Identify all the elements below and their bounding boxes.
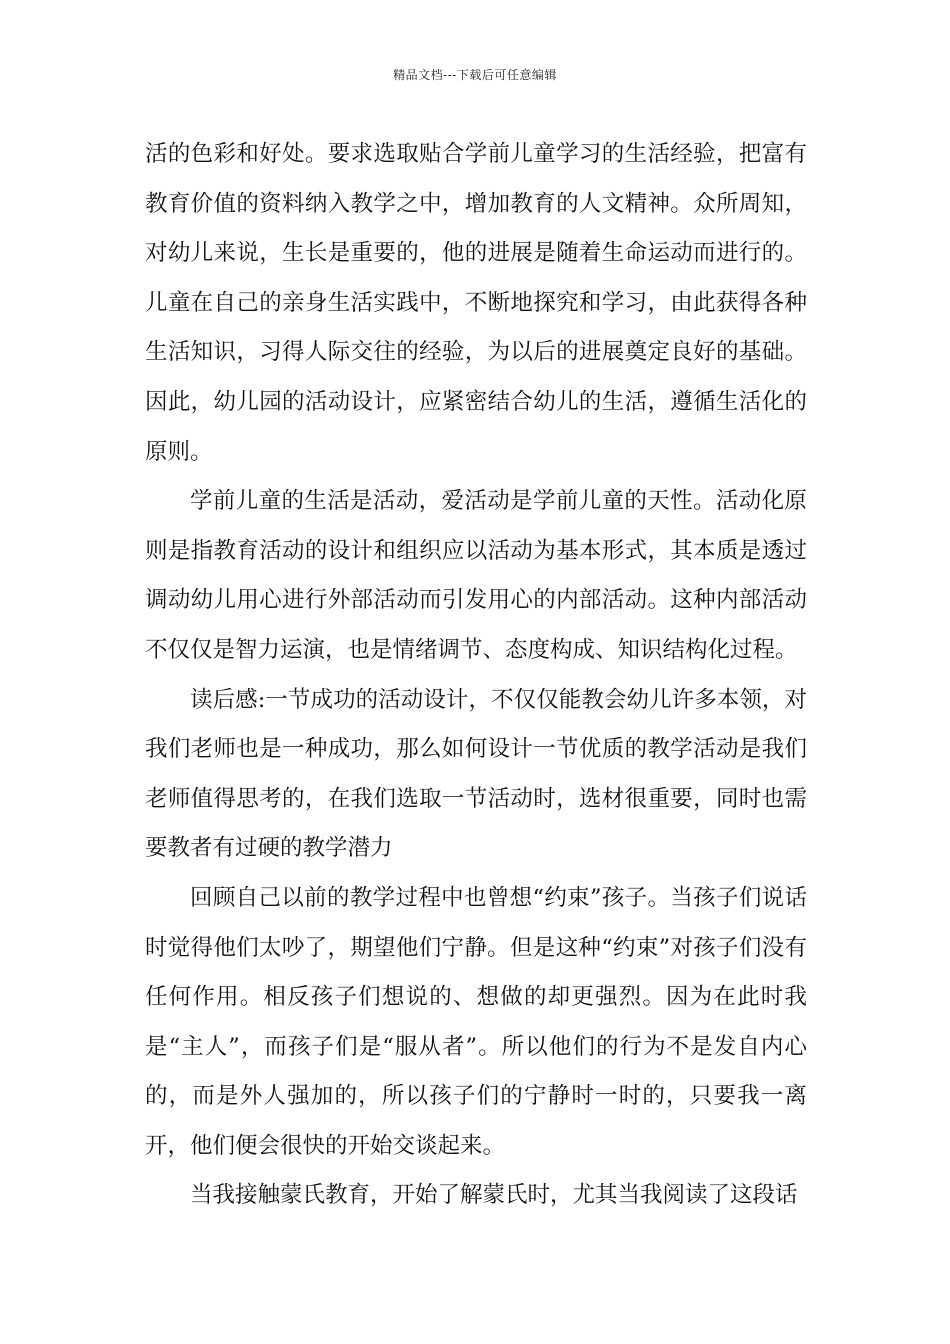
paragraph-2: 学前儿童的生活是活动，爱活动是学前儿童的天性。活动化原则是指教育活动的设计和组织应以活动为基本形式，其本质是透过调动幼儿用心进行外部活动而引发用心的内部活动。这种内部活动不仅仅是智力运演，也是情绪调节、态度构成、知识结构化过程。	[145, 488, 807, 663]
paragraph-1: 活的色彩和好处。要求选取贴合学前儿童学习的生活经验，把富有教育价值的资料纳入教学之中，增加教育的人文精神。众所周知，对幼儿来说，生长是重要的，他的进展是随着生命运动而进行的。儿童在自己的亲身生活实践中，不断地探究和学习，由此获得各种生活知识，习得人际交往的经验，为以后的进展奠定良好的基础。因此，幼儿园的活动设计，应紧密结合幼儿的生活，遵循生活化的原则。	[145, 141, 807, 465]
page-header: 精品文档---下载后可任意编辑	[393, 68, 557, 82]
paragraph-3: 读后感:一节成功的活动设计，不仅仅能教会幼儿许多本领，对我们老师也是一种成功，那么如何设计一节优质的教学活动是我们老师值得思考的，在我们选取一节活动时，选材很重要，同时也需要教者有过硬的教学潜力	[145, 686, 807, 862]
paragraph-5: 当我接触蒙氏教育，开始了解蒙氏时，尤其当我阅读了这段话	[190, 1182, 798, 1209]
document-body	[145, 130, 807, 1221]
paragraph-4: 回顾自己以前的教学过程中也曾想“约束”孩子。当孩子们说话时觉得他们太吵了，期望他们宁静。但是这种“约束”对孩子们没有任何作用。相反孩子们想说的、想做的却更强烈。因为在此时我是“主人”，而孩子们是“服从者”。所以他们的行为不是发自内心的，而是外人强加的，所以孩子们的宁静时一时的，只要我一离开，他们便会很快的开始交谈起来。	[145, 884, 807, 1159]
